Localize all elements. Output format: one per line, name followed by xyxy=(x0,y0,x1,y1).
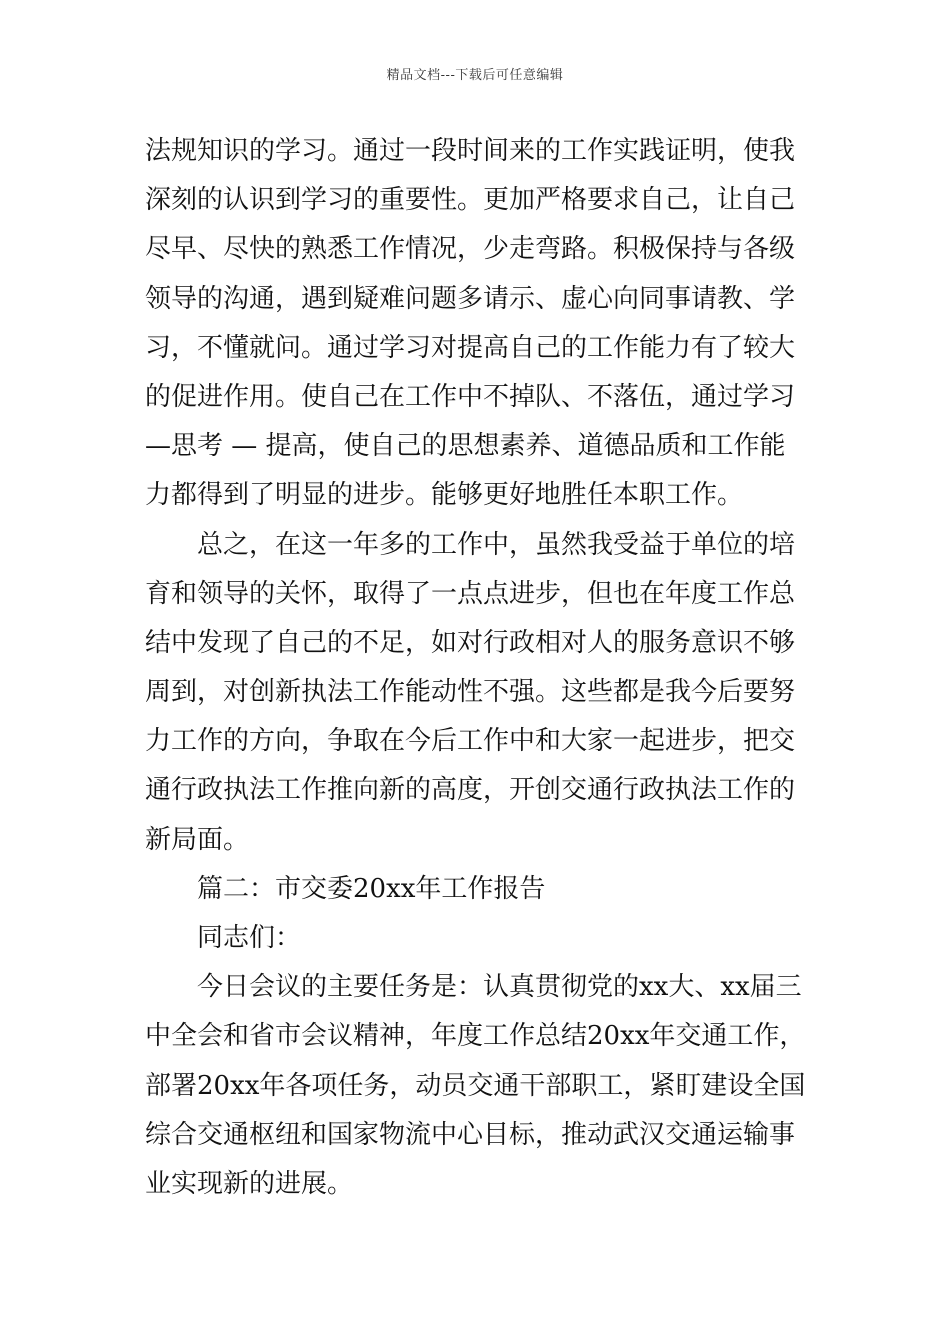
text-line: 新局面。 xyxy=(145,824,250,855)
text-line: 结中发现了自己的不足，如对行政相对人的服务意识不够 xyxy=(145,627,796,658)
text-line: 领导的沟通，遇到疑难问题多请示、虚心向同事请教、学 xyxy=(145,283,796,314)
salutation-text: 同志们： xyxy=(197,923,302,953)
paragraph-3 xyxy=(145,963,809,1209)
text-line: 力工作的方向，争取在今后工作中和大家一起进步，把交 xyxy=(145,726,796,757)
text-line: 综合交通枢纽和国家物流中心目标，推动武汉交通运输事 xyxy=(145,1119,796,1150)
text-line: 习，不懂就问。通过学习对提高自己的工作能力有了较大 xyxy=(145,332,796,363)
text-line: 总之，在这一年多的工作中，虽然我受益于单位的培 xyxy=(197,529,796,560)
text-line: 尽早、尽快的熟悉工作情况，少走弯路。积极保持与各级 xyxy=(145,234,796,265)
section-title: 篇二：市交委20xx年工作报告 xyxy=(197,873,546,904)
text-line: 业实现新的进展。 xyxy=(145,1168,354,1199)
text-line: 力都得到了明显的进步。能够更好地胜任本职工作。 xyxy=(145,480,744,511)
page-header: 精品文档---下载后可任意编辑 xyxy=(386,68,564,83)
text-line: 的促进作用。使自己在工作中不掉队、不落伍，通过学习 xyxy=(145,381,796,412)
section-heading xyxy=(145,865,809,914)
text-line: 育和领导的关怀，取得了一点点进步，但也在年度工作总 xyxy=(145,578,796,609)
salutation xyxy=(145,914,809,963)
paragraph-1 xyxy=(145,127,809,521)
text-line: 周到，对创新执法工作能动性不强。这些都是我今后要努 xyxy=(145,677,796,708)
text-line: 通行政执法工作推向新的高度，开创交通行政执法工作的 xyxy=(145,775,796,806)
text-line: 法规知识的学习。通过一段时间来的工作实践证明，使我 xyxy=(145,136,796,166)
document-body xyxy=(145,127,809,1209)
text-line: 今日会议的主要任务是：认真贯彻党的xx大、xx届三 xyxy=(197,972,802,1003)
text-line: —思考 — 提高，使自己的思想素养、道德品质和工作能 xyxy=(145,431,786,462)
text-line: 部署20xx年各项任务，动员交通干部职工，紧盯建设全国 xyxy=(145,1070,806,1101)
text-line: 中全会和省市会议精神，年度工作总结20xx年交通工作， xyxy=(145,1021,806,1052)
paragraph-2 xyxy=(145,521,809,865)
text-line: 深刻的认识到学习的重要性。更加严格要求自己，让自己 xyxy=(145,185,796,216)
